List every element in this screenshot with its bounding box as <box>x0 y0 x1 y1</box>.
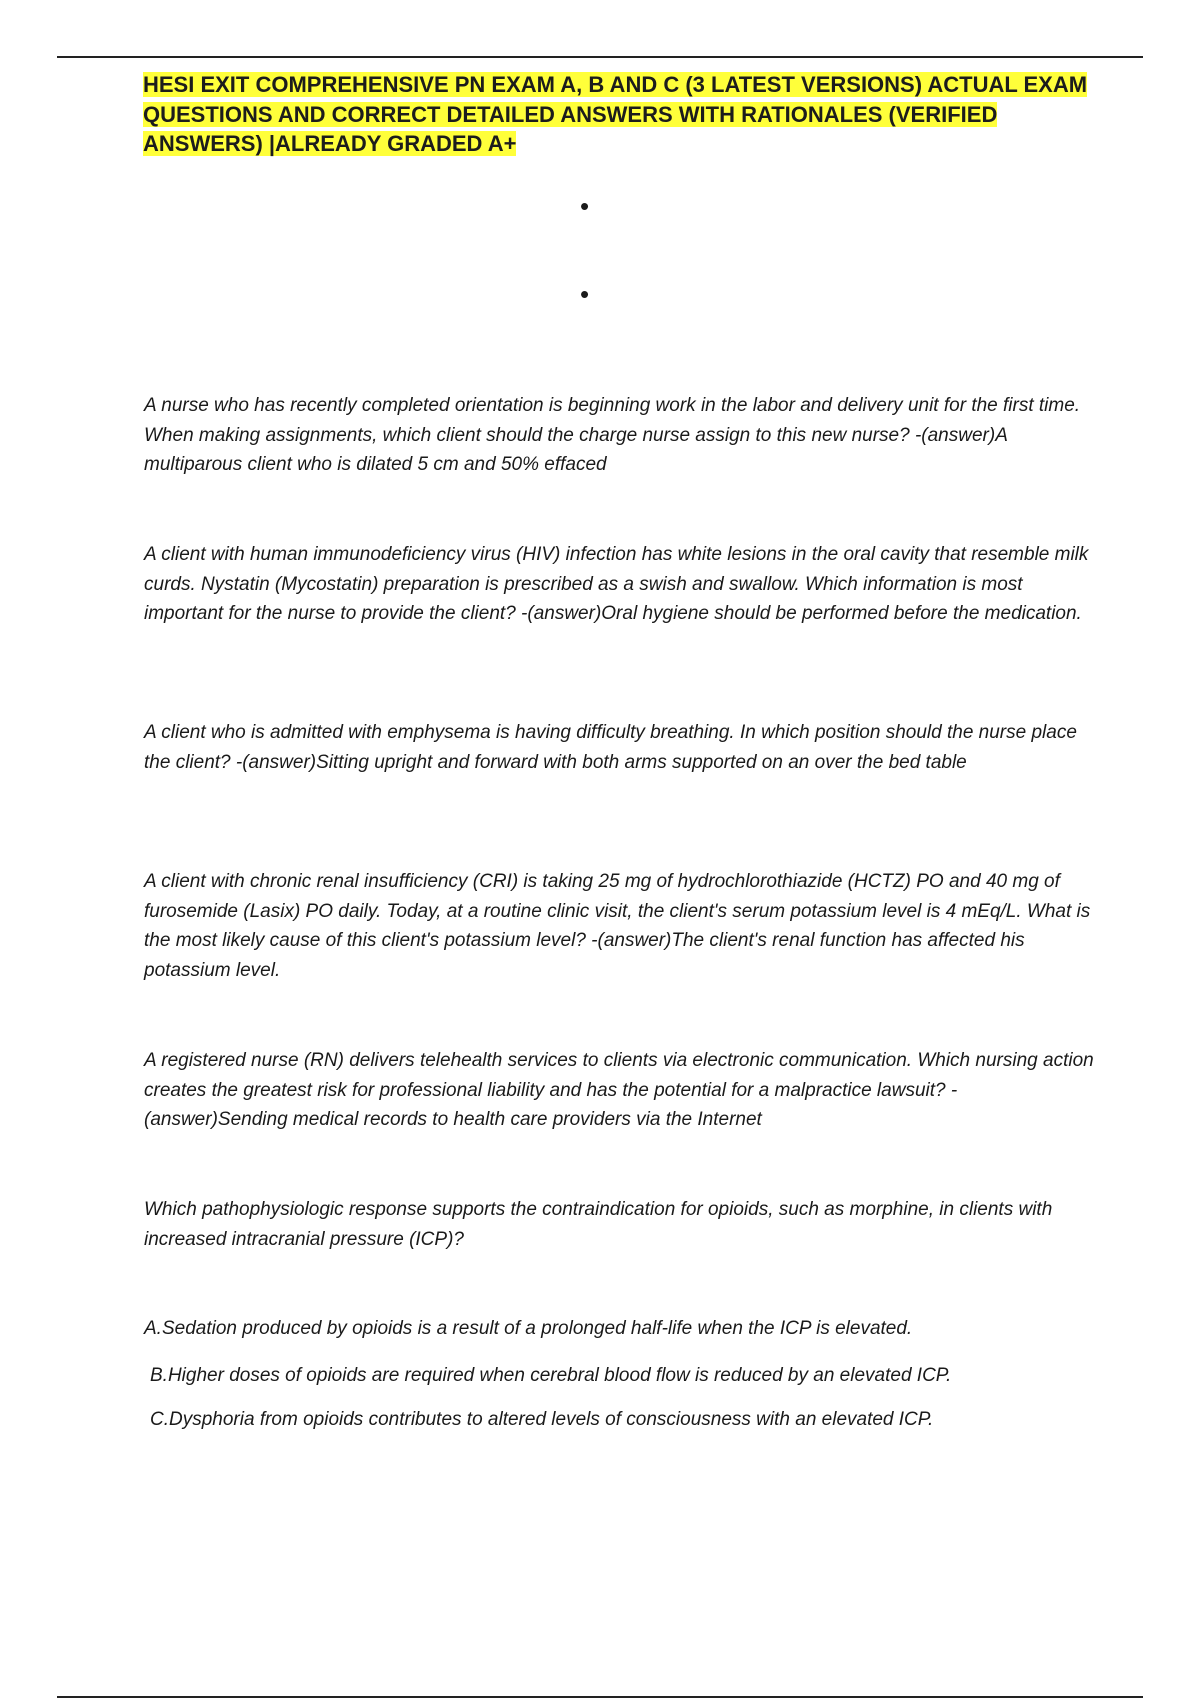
bullet-1: • <box>580 191 590 221</box>
option-a: A.Sedation produced by opioids is a result of a prolonged half-life when the ICP is elevated. <box>144 1318 913 1339</box>
option-b: B.Higher doses of opioids are required when cerebral blood flow is reduced by an elevated ICP. <box>150 1365 952 1386</box>
question-3: A client who is admitted with emphysema is having difficulty breathing. In which position should the nurse place the client? -(answer)Sitting upright and forward with both arms supported on an over the bed table <box>144 722 1077 773</box>
question-5: A registered nurse (RN) delivers telehealth services to clients via electronic communication. Which nursing action creates the greatest risk for professional liability and has the potential for a malpractice lawsuit? -(answer)Sending medical records to health care providers via the Internet <box>144 1050 1094 1130</box>
question-4: A client with chronic renal insufficiency (CRI) is taking 25 mg of hydrochlorothiazide (HCTZ) PO and 40 mg of furosemide (Lasix) PO daily. Today, at a routine clinic visit, the client's serum potassium level is 4 mEq/L. What is the most likely cause of this client's potassium level? -(answer)The client's renal function has affected his potassium level. <box>144 871 1091 981</box>
question-1: A nurse who has recently completed orientation is beginning work in the labor and delivery unit for the first time. When making assignments, which client should the charge nurse assign to this new nurse? -(answer)A multiparous client who is dilated 5 cm and 50% effaced <box>144 395 1081 475</box>
top-rule <box>57 56 1143 58</box>
option-c: C.Dysphoria from opioids contributes to altered levels of consciousness with an elevated ICP. <box>150 1409 934 1430</box>
question-6: Which pathophysiologic response supports the contraindication for opioids, such as morphine, in clients with increased intracranial pressure (ICP)? <box>144 1199 1053 1250</box>
bullet-2: • <box>580 279 590 309</box>
bottom-rule <box>57 1696 1143 1698</box>
question-2: A client with human immunodeficiency virus (HIV) infection has white lesions in the oral cavity that resemble milk curds. Nystatin (Mycostatin) preparation is prescribed as a swish and swallow. Which information is most important for the nurse to provide the client? -(answer)Oral hygiene should be performed before the medication. <box>144 544 1089 624</box>
document-title: HESI EXIT COMPREHENSIVE PN EXAM A, B AND C (3 LATEST VERSIONS) ACTUAL EXAM QUESTIONS AND CORRECT DETAILED ANSWERS WITH RATIONALES (VERIFIED ANSWERS) |ALREADY GRADED A+ <box>143 72 1088 156</box>
